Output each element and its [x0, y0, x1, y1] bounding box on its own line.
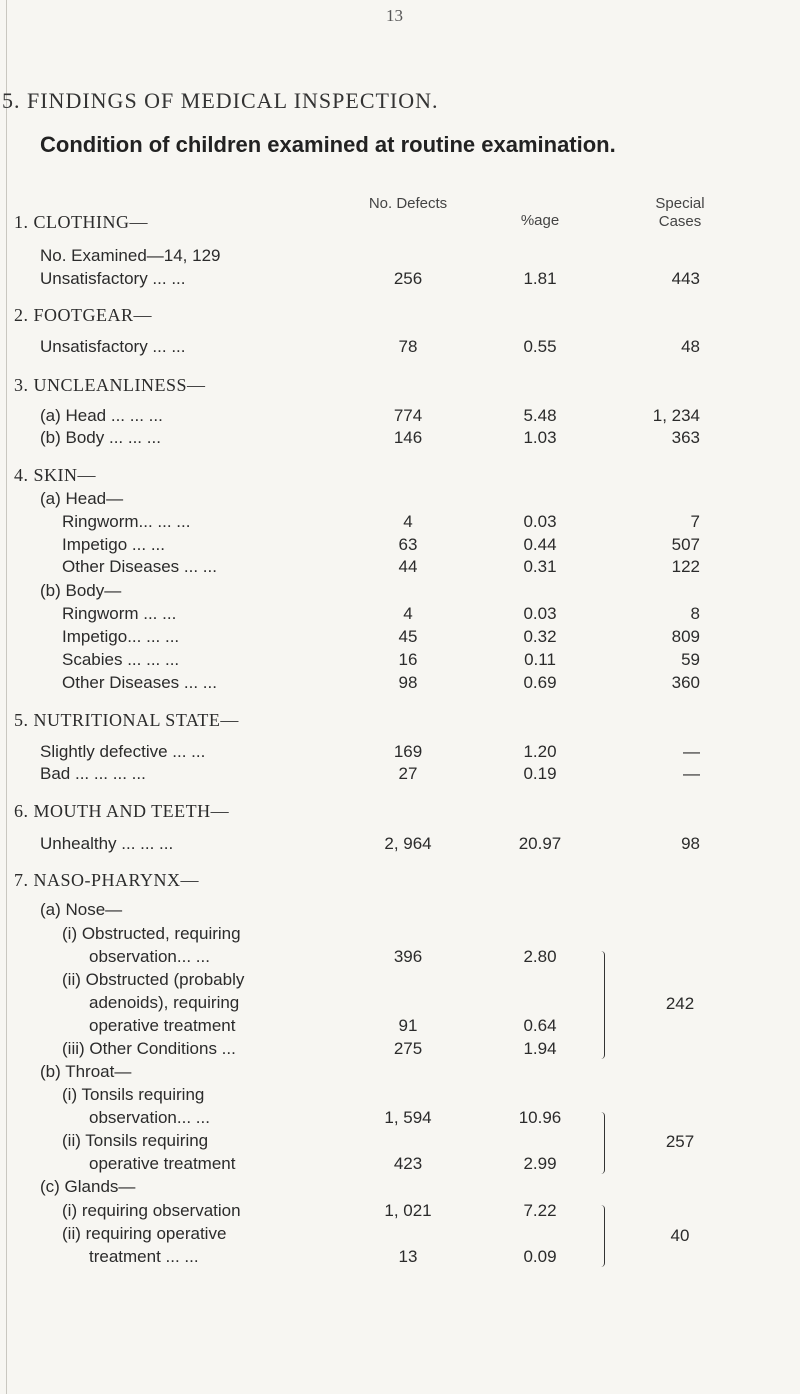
row-defects: 169 [393, 742, 423, 761]
row-special: 363 [671, 428, 700, 447]
row-label: Other Diseases ... ... [62, 557, 217, 576]
row-percentage: 0.19 [523, 764, 557, 783]
row-percentage: 20.97 [518, 834, 562, 853]
row-percentage: 0.69 [523, 673, 557, 692]
row-defects: 45 [398, 627, 418, 646]
subsection-head: (a) Head— [40, 489, 124, 508]
row-percentage: 0.11 [524, 650, 556, 669]
page-edge [6, 0, 7, 1394]
row-label: (b) Body ... ... ... [40, 428, 161, 447]
subsection-throat: (b) Throat— [40, 1062, 132, 1081]
row-special: 48 [681, 337, 700, 356]
row-percentage: 2.80 [523, 947, 557, 966]
row-percentage: 1.20 [523, 742, 557, 761]
row-special: 1, 234 [652, 406, 700, 425]
row-label: Unhealthy ... ... ... [40, 834, 174, 853]
row-defects: 78 [398, 337, 418, 356]
col-header-percentage: %age [520, 212, 560, 229]
col-header-defects: No. Defects [368, 195, 448, 212]
row-special: 360 [671, 673, 700, 692]
row-special: 809 [671, 627, 700, 646]
page-number: 13 [386, 6, 403, 25]
row-label: Other Diseases ... ... [62, 673, 217, 692]
row-percentage: 1.94 [523, 1039, 557, 1058]
section-skin: 4. SKIN— [14, 465, 97, 485]
row-defects: 44 [398, 557, 418, 576]
row-percentage: 0.09 [523, 1247, 557, 1266]
row-label-line: (i) Obstructed, requiring [62, 924, 241, 943]
row-percentage: 1.81 [523, 269, 557, 288]
row-special: 122 [671, 557, 700, 576]
row-label: Unsatisfactory ... ... [40, 269, 186, 288]
row-defects: 16 [398, 650, 418, 669]
row-percentage: 10.96 [518, 1108, 562, 1127]
section-clothing: 1. CLOTHING— [14, 212, 148, 232]
row-special: — [683, 764, 700, 783]
row-label: Ringworm... ... ... [62, 512, 191, 531]
group-special: 40 [670, 1226, 690, 1245]
row-defects: 4 [403, 604, 413, 623]
row-defects: 13 [398, 1247, 418, 1266]
row-percentage: 0.55 [523, 337, 557, 356]
row-special: 8 [690, 604, 700, 623]
row-label: (iii) Other Conditions ... [62, 1039, 236, 1058]
row-defects: 63 [398, 535, 418, 554]
row-label: operative treatment [89, 1016, 236, 1035]
row-label: Unsatisfactory ... ... [40, 337, 186, 356]
row-defects: 2, 964 [384, 834, 432, 853]
row-special: 507 [671, 535, 700, 554]
row-label: treatment ... ... [89, 1247, 199, 1266]
row-defects: 91 [398, 1016, 418, 1035]
examined-count: No. Examined—14, 129 [40, 246, 221, 265]
row-defects: 1, 021 [384, 1201, 432, 1220]
row-label: observation... ... [89, 947, 210, 966]
section-uncleanliness: 3. UNCLEANLINESS— [14, 375, 206, 395]
row-label: observation... ... [89, 1108, 210, 1127]
group-special: 242 [665, 994, 695, 1013]
row-special: 7 [690, 512, 700, 531]
row-percentage: 7.22 [523, 1201, 557, 1220]
row-defects: 275 [393, 1039, 423, 1058]
section-nutritional-state: 5. NUTRITIONAL STATE— [14, 710, 239, 730]
row-percentage: 5.48 [523, 406, 557, 425]
row-special: 59 [681, 650, 700, 669]
row-special: — [683, 742, 700, 761]
section-title: 5. FINDINGS OF MEDICAL INSPECTION. [2, 88, 439, 113]
row-percentage: 0.03 [523, 604, 557, 623]
subsection-nose: (a) Nose— [40, 900, 123, 919]
table-subtitle: Condition of children examined at routine examination. [40, 132, 616, 157]
row-defects: 4 [403, 512, 413, 531]
row-label: (a) Head ... ... ... [40, 406, 163, 425]
group-brace [598, 1205, 605, 1267]
row-defects: 396 [393, 947, 423, 966]
col-header-special: Special Cases [655, 195, 705, 230]
row-defects: 774 [393, 406, 423, 425]
group-special: 257 [665, 1132, 695, 1151]
row-percentage: 0.32 [523, 627, 557, 646]
row-percentage: 0.03 [523, 512, 557, 531]
row-label-line: (ii) requiring operative [62, 1224, 227, 1243]
row-percentage: 0.44 [523, 535, 557, 554]
row-label-line: adenoids), requiring [89, 993, 240, 1012]
row-label: Impetigo ... ... [62, 535, 165, 554]
row-percentage: 1.03 [523, 428, 557, 447]
group-brace [598, 1112, 605, 1174]
row-label: operative treatment [89, 1154, 236, 1173]
subsection-body: (b) Body— [40, 581, 122, 600]
row-percentage: 0.64 [523, 1016, 557, 1035]
subsection-glands: (c) Glands— [40, 1177, 136, 1196]
row-percentage: 2.99 [523, 1154, 557, 1173]
row-defects: 1, 594 [384, 1108, 432, 1127]
row-label: (i) requiring observation [62, 1201, 241, 1220]
row-label: Impetigo... ... ... [62, 627, 180, 646]
row-defects: 98 [398, 673, 418, 692]
row-percentage: 0.31 [523, 557, 557, 576]
row-label: Scabies ... ... ... [62, 650, 180, 669]
row-defects: 146 [393, 428, 423, 447]
row-label: Slightly defective ... ... [40, 742, 206, 761]
row-label-line: (i) Tonsils requiring [62, 1085, 205, 1104]
row-label: Ringworm ... ... [62, 604, 177, 623]
row-label-line: (ii) Tonsils requiring [62, 1131, 209, 1150]
section-naso-pharynx: 7. NASO-PHARYNX— [14, 870, 200, 890]
row-label: Bad ... ... ... ... [40, 764, 146, 783]
row-special: 443 [671, 269, 700, 288]
group-brace [598, 951, 605, 1059]
row-defects: 27 [398, 764, 418, 783]
row-label-line: (ii) Obstructed (probably [62, 970, 245, 989]
section-footgear: 2. FOOTGEAR— [14, 305, 153, 325]
row-defects: 256 [393, 269, 423, 288]
row-defects: 423 [393, 1154, 423, 1173]
section-mouth-and-teeth: 6. MOUTH AND TEETH— [14, 801, 230, 821]
row-special: 98 [681, 834, 700, 853]
